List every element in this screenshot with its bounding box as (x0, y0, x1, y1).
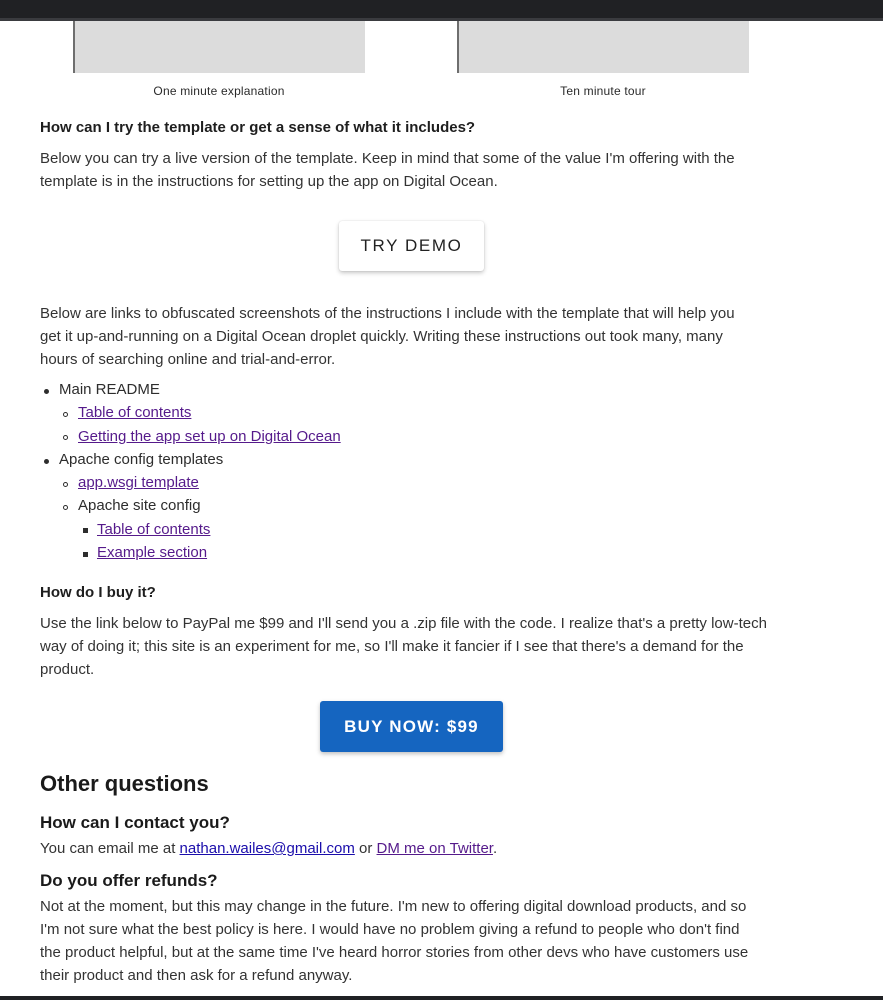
try-demo-button[interactable]: TRY DEMO (339, 221, 484, 271)
bullet-disc-icon (44, 389, 49, 394)
bullet-square-icon (83, 552, 88, 557)
video-ten-minute[interactable] (457, 21, 749, 73)
contact-answer (40, 837, 800, 860)
faq-buy-answer-line: product. (40, 661, 95, 678)
faq-buy-answer-line: way of doing it; this site is an experiment for me, so I'll make it fancier if I see that there's a demand for the (40, 638, 744, 655)
bullet-circle-icon (63, 505, 68, 510)
email-link[interactable]: nathan.wailes@gmail.com (179, 840, 355, 857)
twitter-link[interactable]: DM me on Twitter (376, 840, 493, 857)
video-one-minute[interactable] (73, 21, 365, 73)
contact-or: or (354, 840, 377, 857)
refund-question: Do you offer refunds? (40, 871, 218, 890)
faq-buy-answer (40, 612, 800, 681)
refund-answer-line: their product and then ask for a refund anyway. (40, 967, 353, 984)
screenshots-intro-line: get it up-and-running on a Digital Ocean droplet quickly. Writing these instructions out took many, many (40, 328, 723, 345)
link-readme-setup[interactable]: Getting the app set up on Digital Ocean (78, 428, 341, 445)
bottom-edge (0, 996, 883, 1000)
other-questions-heading: Other questions (40, 771, 209, 796)
link-site-example[interactable]: Example section (97, 544, 208, 561)
faq-try-question: How can I try the template or get a sense of what it includes? (40, 119, 476, 136)
bullet-circle-icon (63, 435, 68, 440)
list-item-main-readme: Main README (59, 381, 160, 398)
refund-answer (40, 895, 800, 987)
link-readme-toc[interactable]: Table of contents (78, 404, 192, 421)
contact-prefix: You can email me at (40, 840, 180, 857)
faq-buy-answer-line: Use the link below to PayPal me $99 and I'll send you a .zip file with the code. I realize that's a pretty low-tech (40, 615, 767, 632)
screenshots-intro (40, 302, 800, 371)
faq-buy-question: How do I buy it? (40, 584, 156, 601)
bullet-circle-icon (63, 412, 68, 417)
contact-question: How can I contact you? (40, 813, 230, 832)
refund-answer-line: the product helpful, but at the same time I've heard horror stories from other devs who have customers use (40, 944, 749, 961)
faq-try-answer-line: Below you can try a live version of the template. Keep in mind that some of the value I'm offering with the (40, 150, 735, 167)
list-item-apache-templates: Apache config templates (59, 451, 224, 468)
faq-try-answer-line: template is in the instructions for setting up the app on Digital Ocean. (40, 173, 498, 190)
screenshots-intro-line: Below are links to obfuscated screenshots of the instructions I include with the template that will help you (40, 305, 735, 322)
bullet-circle-icon (63, 482, 68, 487)
screenshots-intro-line: hours of searching online and trial-and-error. (40, 351, 336, 368)
browser-top-bar (0, 0, 883, 18)
bullet-square-icon (83, 528, 88, 533)
contact-suffix: . (492, 840, 498, 857)
video-caption-one-minute: One minute explanation (153, 84, 285, 98)
link-site-toc[interactable]: Table of contents (97, 521, 211, 538)
refund-answer-line: I'm not sure what the best policy is here. I would have no problem giving a refund to people who don't find (40, 921, 740, 938)
link-wsgi-template[interactable]: app.wsgi template (78, 474, 199, 491)
refund-answer-line: Not at the moment, but this may change in the future. I'm new to offering digital download products, and so (40, 898, 747, 915)
video-caption-ten-minute: Ten minute tour (560, 84, 646, 98)
bullet-disc-icon (44, 459, 49, 464)
buy-now-button[interactable]: BUY NOW: $99 (320, 701, 503, 752)
faq-try-answer (40, 147, 800, 193)
list-item-apache-site-config: Apache site config (78, 497, 201, 514)
